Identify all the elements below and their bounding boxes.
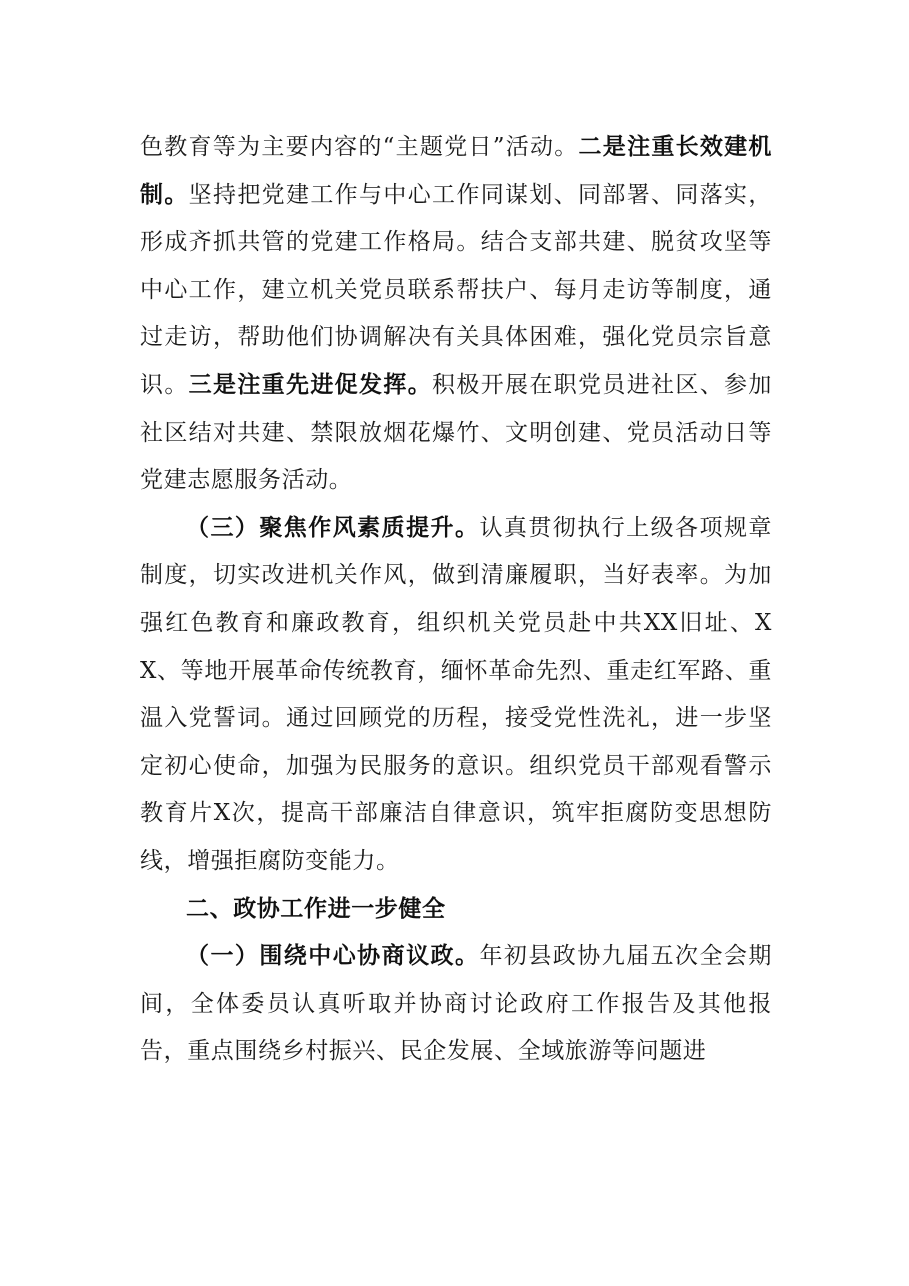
text-run: 认真贯彻执行上级各项规章制度，切实改进机关作风，做到清廉履职，当好表率。为加强红色教育和廉政教育，组织机关党员赴中共XX旧址、XX、等地开展革命传统教育，缅怀革命先烈、重走红军路、重温入党誓词。通过回顾党的历程，接受党性洗礼，进一步坚定初心使命，加强为民服务的意识。组织党员干部观看警示教育片X次，提高干部廉洁自律意识，筑牢拒腐防变思想防线，增强拒腐防变能力。: [140, 514, 773, 874]
text-run: 坚持把党建工作与中心工作同谋划、同部署、同落实，形成齐抓共管的党建工作格局。结合支部共建、脱贫攻坚等中心工作，建立机关党员联系帮扶户、每月走访等制度，通过走访，帮助他们协调解决有关具体困难，强化党员宗旨意识。: [140, 181, 772, 398]
text-run: 年初县政协九届五次全会期间，全体委员认真听取并协商讨论政府工作报告及其他报告，重点围绕乡村振兴、民企发展、全域旅游等问题进: [140, 943, 773, 1065]
bold-heading-long-term-mechanism: 二是注重长效建机制。: [140, 134, 772, 208]
text-run: 色教育等为主要内容的“主题党日”活动。: [140, 134, 579, 160]
bold-heading-consultation: （一）围绕中心协商议政。: [186, 943, 480, 970]
document-body: [140, 124, 772, 1076]
section-heading-cppcc-work: [140, 886, 772, 934]
bold-heading-advanced-role: 三是注重先进促发挥。: [188, 371, 433, 398]
bold-heading-work-style: （三）聚焦作风素质提升。: [186, 514, 480, 541]
section-heading-text: 二、政协工作进一步健全: [186, 895, 446, 922]
paragraph-work-style: [140, 505, 772, 886]
paragraph-party-building-mechanism: [140, 124, 772, 505]
paragraph-consultation: [140, 933, 772, 1076]
text-run: 积极开展在职党员进社区、参加社区结对共建、禁限放烟花爆竹、文明创建、党员活动日等党建志愿服务活动。: [140, 371, 772, 494]
